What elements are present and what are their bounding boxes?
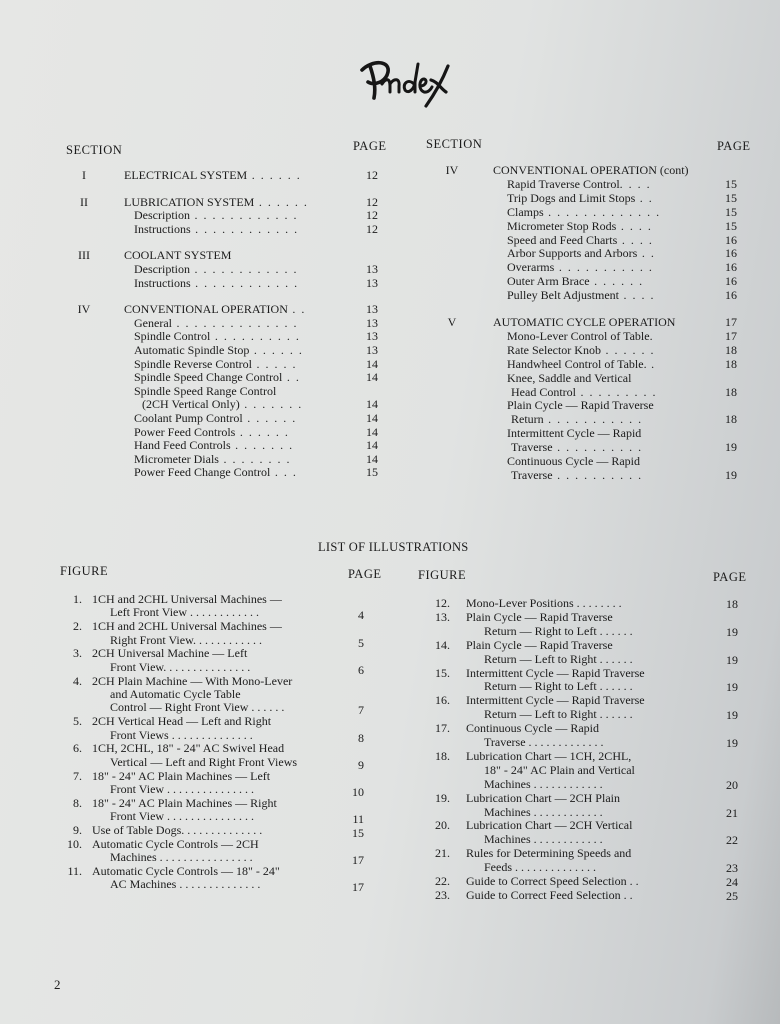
figure-number: 11.: [67, 864, 82, 878]
figure-caption-line: Lubrication Chart — 2CH Plain: [466, 790, 620, 805]
toc-entry: [440, 192, 750, 206]
figure-caption-line: Front View. . . . . . . . . . . . . . .: [110, 659, 251, 674]
toc-entry: [440, 178, 750, 192]
toc-entry-label: Rapid Traverse Control: [507, 176, 620, 191]
toc-entry: [440, 330, 750, 344]
figure-page: 15: [352, 826, 364, 840]
toc-entry-label: Mono-Lever Control of Table.: [507, 328, 653, 343]
figure-caption-line: Return — Left to Right . . . . . .: [484, 651, 633, 666]
figure-caption-line: Traverse . . . . . . . . . . . . .: [484, 735, 604, 749]
figure-page: 19: [726, 680, 738, 695]
toc-entry-label: Traverse: [511, 467, 553, 482]
figure-caption-line: Machines . . . . . . . . . . . .: [484, 832, 603, 847]
toc-entry-leader: . . . . . . . . . .: [210, 329, 301, 344]
figure-page: 25: [726, 888, 738, 903]
toc-entry-label: AUTOMATIC CYCLE OPERATION: [493, 315, 676, 329]
figure-page: 10: [352, 785, 364, 799]
figure-number: 19.: [435, 790, 450, 805]
figure-caption-line: 2CH Vertical Head — Left and Right: [92, 714, 272, 729]
toc-entry-leader: . . . . . . . . . . . . .: [543, 204, 661, 219]
figure-caption-line: 1CH, 2CHL, 18" - 24" AC Swivel Head: [92, 741, 285, 756]
toc-entry-label: COOLANT SYSTEM: [124, 248, 232, 263]
figure-number: 16.: [435, 693, 450, 708]
figure-caption-line: 18" - 24" AC Plain and Vertical: [484, 762, 635, 777]
toc-entry-label: Micrometer Stop Rods: [507, 218, 617, 233]
figure-page: 8: [358, 730, 364, 745]
toc-entry-page: 14: [366, 451, 378, 466]
toc-entry: [440, 413, 750, 427]
toc-entry-label: Power Feed Change Control: [134, 465, 271, 480]
toc-entry-leader: . . . .: [616, 218, 653, 233]
toc-entry-leader: . . . . . . . . . .: [552, 467, 643, 482]
figure-number: 3.: [73, 646, 82, 661]
figure-caption-line: Mono-Lever Positions . . . . . . . .: [466, 596, 622, 610]
toc-entry-label: CONVENTIONAL OPERATION (cont): [493, 163, 689, 177]
toc-section-numeral: IV: [445, 163, 459, 177]
figure-page: 20: [726, 777, 738, 792]
toc-entry-leader: . .: [287, 302, 306, 317]
toc-entry: [440, 261, 750, 275]
toc-entry: [72, 277, 392, 291]
toc-entry-label: Spindle Speed Range Control: [134, 383, 277, 398]
toc-entry-label: Traverse: [511, 440, 553, 455]
figure-number: 20.: [435, 818, 450, 833]
toc-entry: [440, 358, 750, 372]
toc-entry: [440, 275, 750, 289]
toc-entry-page: 14: [366, 411, 378, 425]
figure-page: 19: [726, 708, 738, 723]
toc-entry: [440, 386, 750, 400]
toc-section-numeral: III: [78, 248, 90, 263]
ill-right-figure-header: FIGURE: [418, 568, 467, 582]
toc-entry: [440, 455, 750, 469]
figure-caption-line: Left Front View . . . . . . . . . . . .: [110, 605, 260, 620]
toc-entry-page: 12: [366, 221, 378, 236]
toc-entry: [440, 234, 750, 248]
figure-number: 8.: [73, 795, 82, 810]
toc-entry-leader: . . . . . . . . . . . .: [190, 221, 299, 236]
figure-page: 18: [726, 597, 738, 611]
toc-entry-label: Overarms: [507, 260, 555, 275]
figure-caption-line: Automatic Cycle Controls — 2CH: [92, 836, 259, 851]
toc-entry-label: Arbor Supports and Arbors: [507, 246, 638, 261]
toc-entry-leader: . . . . . . .: [239, 397, 303, 412]
toc-left-section-header: SECTION: [66, 143, 123, 157]
toc-entry-page: 14: [366, 438, 378, 453]
figure-caption-line: Plain Cycle — Rapid Traverse: [466, 637, 613, 652]
figure-caption-line: 2CH Plain Machine — With Mono-Lever: [92, 673, 293, 688]
figure-caption-line: Feeds . . . . . . . . . . . . . .: [484, 860, 596, 875]
figure-caption-line: 18" - 24" AC Plain Machines — Left: [92, 768, 271, 783]
figure-page: 4: [358, 608, 364, 623]
toc-entry-label: Automatic Spindle Stop: [134, 343, 250, 357]
figure-number: 10.: [67, 836, 82, 851]
toc-entry: [440, 441, 750, 455]
toc-entry-page: 16: [725, 246, 737, 261]
toc-entry-page: 17: [725, 315, 737, 329]
toc-entry-page: 18: [725, 342, 737, 357]
toc-entry-leader: . . . . . . . .: [218, 451, 291, 466]
figure-caption-line: Return — Left to Right . . . . . .: [484, 707, 633, 722]
figure-number: 5.: [73, 714, 82, 729]
figure-number: 12.: [435, 596, 450, 610]
figure-page: 6: [358, 662, 364, 677]
figure-page: 5: [358, 635, 364, 650]
figure-caption-line: Control — Right Front View . . . . . .: [110, 700, 285, 715]
figure-page: 7: [358, 703, 364, 718]
figure-caption-line: Front View . . . . . . . . . . . . . . .: [110, 809, 255, 824]
figure-page: 23: [726, 861, 738, 876]
figure-number: 17.: [435, 721, 450, 736]
figure-caption-line: Use of Table Dogs. . . . . . . . . . . . . .: [92, 823, 263, 837]
figure-page: 17: [352, 853, 364, 868]
toc-entry-label: Intermittent Cycle — Rapid: [507, 426, 642, 441]
toc-entry-label: Description: [134, 262, 190, 276]
figure-number: 6.: [73, 741, 82, 756]
toc-entry: [440, 220, 750, 234]
toc-entry-label: Pulley Belt Adjustment: [507, 288, 620, 303]
ill-left-figure-header: FIGURE: [60, 564, 109, 578]
figure-caption-line: 1CH and 2CHL Universal Machines —: [92, 592, 282, 606]
toc-entry-page: 16: [725, 288, 737, 303]
toc-entry-label: Coolant Pump Control: [134, 411, 243, 425]
toc-entry-page: 13: [366, 329, 378, 344]
figure-caption-line: Front View . . . . . . . . . . . . . . .: [110, 782, 255, 796]
figure-number: 1.: [73, 592, 82, 606]
toc-entry-label: Spindle Speed Change Control: [134, 370, 283, 385]
toc-entry-label: ELECTRICAL SYSTEM: [124, 168, 248, 182]
figure-page: 17: [352, 880, 364, 895]
toc-entry: [72, 223, 392, 237]
toc-entry-page: 14: [366, 356, 378, 371]
toc-entry-leader: . . . . . . . . . .: [552, 440, 643, 455]
list-of-illustrations-title: LIST OF ILLUSTRATIONS: [318, 540, 469, 554]
toc-entry-page: 18: [725, 384, 737, 399]
figure-number: 2.: [73, 619, 82, 634]
figure-number: 15.: [435, 665, 450, 680]
figure-caption-line: 18" - 24" AC Plain Machines — Right: [92, 795, 277, 810]
toc-entry: [440, 469, 750, 483]
toc-entry-page: 15: [725, 176, 737, 191]
toc-entry: [440, 247, 750, 261]
toc-entry-label: Outer Arm Brace: [507, 274, 590, 289]
figure-page: 24: [726, 875, 738, 889]
toc-entry-page: 14: [366, 397, 378, 412]
toc-entry-label: Handwheel Control of Table.: [507, 356, 647, 371]
toc-entry-leader: . . . . .: [251, 356, 297, 371]
toc-entry-label: Trip Dogs and Limit Stops: [507, 190, 636, 205]
toc-entry-page: 18: [725, 412, 737, 427]
toc-entry: [440, 316, 750, 330]
toc-entry-page: 13: [366, 315, 378, 330]
toc-entry-leader: . . . . . .: [242, 411, 297, 425]
toc-entry-leader: . . . .: [617, 232, 654, 247]
toc-entry-leader: . . . . . .: [249, 343, 304, 357]
figure-caption-line: 2CH Universal Machine — Left: [92, 646, 248, 661]
figure-page: 22: [726, 833, 738, 848]
figure-caption-line: Front Views . . . . . . . . . . . . . .: [110, 727, 253, 742]
toc-entry: [440, 206, 750, 220]
toc-entry: [440, 372, 750, 386]
toc-entry-page: 16: [725, 274, 737, 289]
toc-entry-label: (2CH Vertical Only): [142, 397, 240, 412]
toc-entry-page: 12: [366, 168, 378, 182]
toc-entry: [440, 427, 750, 441]
figure-page: 19: [726, 652, 738, 667]
toc-entry-label: Hand Feed Controls: [134, 438, 231, 453]
toc-right-section-header: SECTION: [426, 137, 483, 151]
toc-entry-leader: . . . . . . . . . . . .: [190, 262, 298, 276]
figure-caption-line: 1CH and 2CHL Universal Machines —: [92, 619, 282, 634]
toc-entry-leader: . . . . . .: [600, 342, 655, 357]
index-script-title: [352, 52, 462, 112]
toc-entry-page: 15: [366, 465, 378, 480]
toc-entry-label: Knee, Saddle and Vertical: [507, 370, 632, 385]
toc-entry-label: Rate Selector Knob: [507, 342, 601, 357]
figure-caption-line: Automatic Cycle Controls — 18" - 24": [92, 864, 280, 878]
figure-page: 19: [726, 624, 738, 639]
figure-caption-line: Vertical — Left and Right Front Views: [110, 754, 298, 769]
toc-entry-label: LUBRICATION SYSTEM: [124, 194, 255, 209]
figure-caption-line: Intermittent Cycle — Rapid Traverse: [466, 665, 645, 680]
toc-entry-label: Head Control: [511, 384, 576, 399]
figure-number: 9.: [73, 823, 82, 837]
toc-entry-label: Power Feed Controls: [134, 424, 236, 439]
toc-entry-leader: . . . .: [619, 288, 656, 303]
toc-entry-label: Return: [511, 412, 544, 427]
toc-entry: [440, 164, 750, 178]
toc-entry-leader: . . . .: [619, 176, 652, 191]
toc-entry-page: 16: [725, 232, 737, 247]
toc-entry-leader: . . . . . . . . . . .: [543, 412, 643, 427]
figure-number: 14.: [435, 637, 450, 652]
toc-entry-page: 15: [725, 218, 737, 233]
toc-entry-label: Continuous Cycle — Rapid: [507, 454, 640, 468]
toc-entry-label: General: [134, 315, 172, 330]
toc-entry-label: Plain Cycle — Rapid Traverse: [507, 398, 654, 413]
toc-entry-label: CONVENTIONAL OPERATION: [124, 302, 288, 317]
toc-entry-page: 17: [725, 328, 737, 343]
figure-page: 9: [358, 757, 364, 772]
toc-entry-page: 13: [366, 343, 378, 357]
figure-caption-line: Return — Right to Left . . . . . .: [484, 623, 633, 638]
ill-left-page-header: PAGE: [348, 567, 382, 581]
figure-caption-line: Guide to Correct Speed Selection . .: [466, 874, 639, 888]
figure-caption-line: Lubrication Chart — 2CH Vertical: [466, 818, 633, 833]
figure-caption-line: Machines . . . . . . . . . . . . . . . .: [110, 850, 253, 865]
toc-entry-page: 15: [725, 190, 737, 205]
figure-number: 13.: [435, 609, 450, 624]
toc-entry-label: Instructions: [134, 221, 191, 236]
toc-section-numeral: V: [447, 315, 457, 329]
toc-entry: [72, 466, 392, 480]
toc-entry: [72, 169, 392, 183]
figure-caption-line: Return — Right to Left . . . . . .: [484, 679, 633, 694]
toc-entry-label: Clamps: [507, 204, 544, 219]
figure-caption-line: Intermittent Cycle — Rapid Traverse: [466, 693, 645, 708]
toc-entry-page: 14: [366, 424, 378, 439]
toc-entry-leader: . . . . . .: [247, 168, 302, 182]
toc-entry: [440, 289, 750, 303]
figure-number: 21.: [435, 846, 450, 861]
toc-entry-page: 13: [366, 275, 378, 290]
toc-entry-page: 16: [725, 260, 737, 275]
toc-entry-label: Instructions: [134, 275, 191, 290]
toc-entry-label: Speed and Feed Charts: [507, 232, 618, 247]
index-title-logo: [352, 52, 462, 112]
figure-number: 18.: [435, 748, 450, 763]
figure-caption-line: Rules for Determining Speeds and: [466, 846, 632, 861]
figure-caption-line: Machines . . . . . . . . . . . .: [484, 776, 603, 791]
toc-entry-leader: . . . . . .: [254, 194, 309, 209]
figure-page: 19: [726, 736, 738, 750]
toc-entry-label: Spindle Control: [134, 329, 211, 344]
toc-entry-page: 18: [725, 356, 737, 371]
figure-number: 4.: [73, 673, 82, 688]
toc-entry: [440, 399, 750, 413]
figure-caption-line: Guide to Correct Feed Selection . .: [466, 887, 633, 902]
toc-entry-leader: . . . . . . . . . . . .: [190, 275, 299, 290]
toc-entry-leader: .: [646, 356, 656, 371]
toc-section-numeral: II: [80, 194, 88, 209]
toc-entry-leader: . .: [635, 190, 654, 205]
toc-entry-page: 12: [366, 208, 378, 223]
toc-entry-leader: . .: [637, 246, 656, 261]
toc-entry-label: Spindle Reverse Control: [134, 356, 252, 371]
toc-right-page-header: PAGE: [717, 139, 751, 153]
toc-entry-page: 13: [366, 262, 378, 276]
figure-caption-line: and Automatic Cycle Table: [110, 687, 241, 701]
figure-caption-line: Lubrication Chart — 1CH, 2CHL,: [466, 748, 632, 763]
toc-entry-page: 14: [366, 370, 378, 385]
toc-entry-leader: . . .: [270, 465, 298, 480]
toc-entry-leader: . . . . . . . . . . .: [554, 260, 654, 275]
toc-entry-label: Description: [134, 208, 190, 223]
figure-caption-line: Machines . . . . . . . . . . . .: [484, 804, 603, 819]
toc-entry: [440, 344, 750, 358]
toc-entry-leader: . . . . . .: [589, 274, 644, 289]
toc-entry-page: 15: [725, 204, 737, 219]
toc-entry-leader: . . . . . . . . .: [576, 384, 657, 399]
figure-page: 11: [352, 812, 364, 827]
toc-left-page-header: PAGE: [353, 139, 387, 153]
figure-number: 22.: [435, 874, 450, 888]
toc-entry-page: 12: [366, 194, 378, 209]
toc-entry-leader: . . . . . . .: [230, 438, 294, 453]
toc-entry-page: 19: [725, 440, 737, 455]
figure-caption-line: Continuous Cycle — Rapid: [466, 721, 599, 736]
figure-number: 23.: [435, 887, 450, 902]
toc-section-numeral: IV: [77, 302, 91, 317]
page-number: 2: [54, 977, 61, 992]
toc-entry-leader: . . . . . . . . . . . . . .: [171, 315, 298, 330]
toc-entry-leader: . . . . . .: [235, 424, 290, 439]
figure-caption-line: Plain Cycle — Rapid Traverse: [466, 609, 613, 624]
figure-caption-line: Right Front View. . . . . . . . . . . .: [110, 632, 262, 647]
ill-right-page-header: PAGE: [713, 570, 747, 584]
figure-number: 7.: [73, 768, 82, 783]
figure-caption-line: AC Machines . . . . . . . . . . . . . .: [110, 877, 261, 892]
toc-entry-leader: . .: [282, 370, 301, 385]
toc-entry-leader: . . . . . . . . . . . .: [190, 208, 298, 223]
toc-entry-label: Micrometer Dials: [134, 451, 219, 466]
figure-page: 21: [726, 805, 738, 820]
toc-entry-page: 13: [366, 302, 378, 317]
toc-section-numeral: I: [82, 168, 86, 182]
toc-entry-page: 19: [725, 467, 737, 482]
